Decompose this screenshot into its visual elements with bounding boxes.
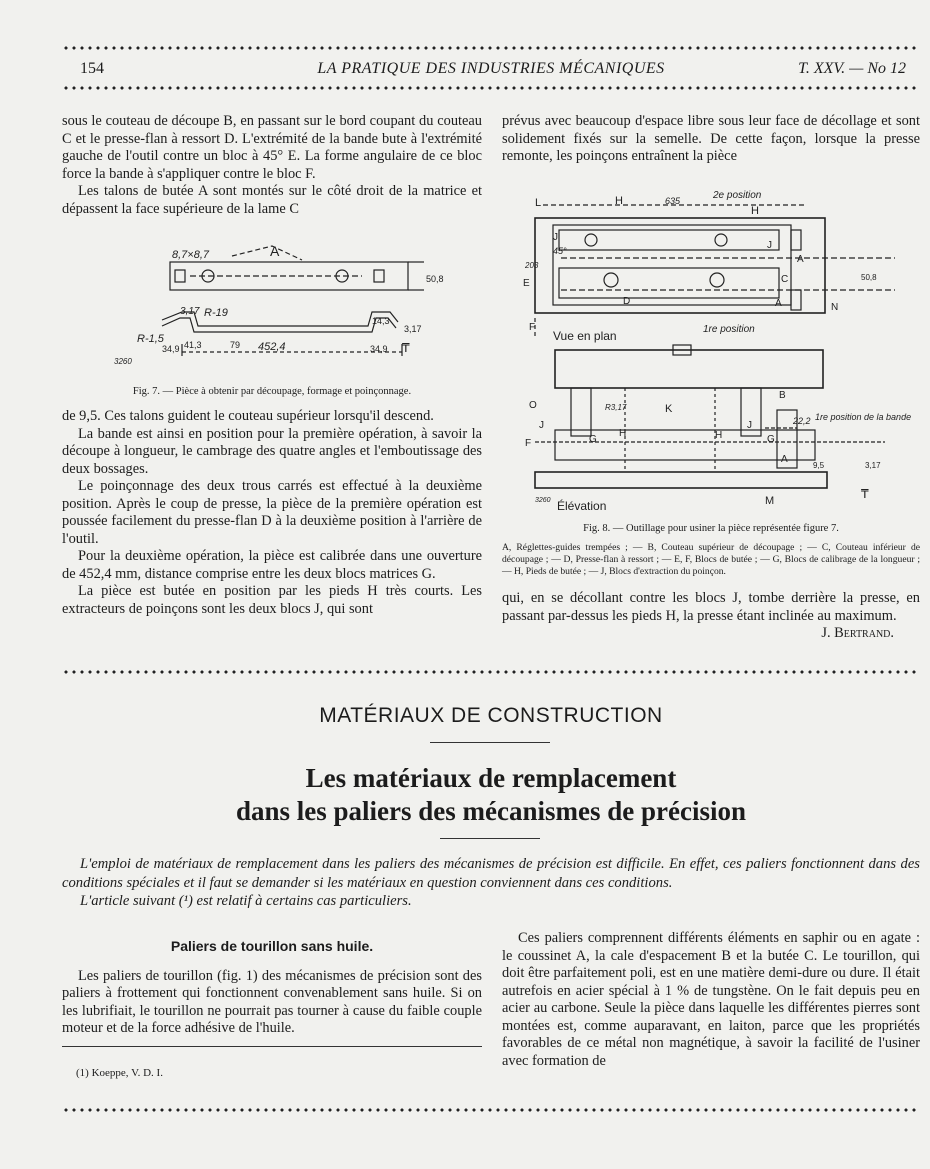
paragraph: Les paliers de tourillon (fig. 1) des mécanismes de précision sont des paliers à frottement qui fonctionnent convenablement sans huile. Si on les lubrifiait, le tourillon ne pourrait pas tourner à cause du faible couple moteur et de la force adhésive de l'huile. [62,967,482,1036]
fig8-label: A [797,254,804,265]
fig8-label: B [779,390,786,401]
volume-number: T. XXV. — No 12 [798,60,906,77]
dim-label: 8,7×8,7 [172,249,210,261]
article-title-line1: Les matériaux de remplacement [305,763,677,793]
article-subheading: Paliers de tourillon sans huile. [170,938,374,954]
intro-paragraph: L'article suivant (¹) est relatif à certains cas particuliers. [80,893,412,909]
dim-label: 3,17 [180,306,200,317]
fig8-label: J [767,240,772,251]
fig8-label: H [615,195,623,207]
intro-paragraph: L'emploi de matériaux de remplacement dans les paliers des mécanismes de précision est difficile. En effet, ces paliers fonctionnent dans des conditions spéciales et il faut se demander si les matériaux en question conviennent dans ces conditions. [62,856,920,891]
paragraph: La bande est ainsi en position pour la première opération, à savoir la découpe à longueur, le cambrage des quatre angles et l'emboutissage des deux bossages. [62,425,482,477]
figure-8-legend: A, Réglettes-guides trempées ; — B, Couteau supérieur de découpage ; — C, Couteau inférieur de découpage ; — D, Presse-flan à ressort ; — E, F, Blocs de butée ; — G, Blocs de calibrage de la longueur ; — H, Pieds de butée ; — J, Blocs d'extraction du poinçon. [502,541,920,577]
left-column-top [62,113,482,218]
dim-label: 79 [230,340,241,350]
short-rule [430,742,550,743]
fig8-label: A [775,298,782,309]
figure-7-drawing [62,240,482,375]
dim-label: 41,3 [184,340,202,350]
fig8-label: H [751,205,759,217]
figure-7-caption: Fig. 7. — Pièce à obtenir par découpage, formage et poinçonnage. [132,386,412,397]
drawing-number: 3260 [114,357,132,366]
fig8-label: H [619,428,627,439]
drawing-number: 3260 [535,497,551,504]
article-left-column [62,930,482,1082]
fig8-label: A [781,454,788,465]
mark: ₸ [861,487,869,501]
fig8-dim: 22,2 [793,416,811,426]
fig8-dim: 45° [553,246,567,256]
paragraph: Le poinçonnage des deux trous carrés est effectué à la deuxième position. Après le coup de presse, la pièce de la première opération est poussée facilement du presse-flan D à la deuxième position à l'arrière de l'outil. [62,478,482,547]
dim-label: 3,17 [404,324,422,334]
fig8-view-label: Vue en plan [553,329,617,343]
running-header [62,58,920,82]
figure-8 [515,180,920,520]
footnote: (1) Koeppe, V. D. I. [76,1066,163,1079]
paragraph: La pièce est butée en position par les pieds H très courts. Les extracteurs de poinçons sont les deux blocs J, qui sont [62,583,482,617]
paragraph: qui, en se décollant contre les blocs J, tombe derrière la presse, en passant par-dessus les pieds H, la presse étant inclinée au maximum. [502,590,920,624]
page-number: 154 [80,60,104,77]
fig8-label: J [539,420,544,431]
fig8-label: K [665,403,673,415]
article-right-column [502,930,920,1070]
dim-label: 34,9 [370,344,388,354]
fig8-label: 1re position [703,324,755,335]
figure-7 [62,240,482,395]
fig8-label: F [525,438,532,449]
header-rule-top [62,46,920,50]
dim-label: 452,4 [258,341,286,353]
dim-label: R-1,5 [137,333,164,345]
fig8-label: O [529,400,537,411]
header-rule-bottom [62,86,920,90]
figure-8-drawing [515,180,920,515]
fig8-label: F [529,322,536,333]
fig8-label: D [623,296,631,307]
fig8-label: N [831,302,839,313]
footer-rule [62,1108,920,1112]
fig8-label: 1re position de la bande [815,412,912,422]
fig8-label: H [715,430,723,441]
right-column-caption [502,520,920,578]
dim-label: R-19 [204,307,228,319]
right-column-bottom [502,590,920,643]
fig8-label: M [765,495,775,507]
journal-title: LA PRATIQUE DES INDUSTRIES MÉCANIQUES [317,60,665,77]
author-signature: J. Bertrand. [821,625,894,641]
paragraph: Ces paliers comprennent différents éléments en saphir ou en agate : le coussinet A, la cale d'espacement B et la butée C. Le tourillon, qui doit être parfaitement poli, est en une matière demi-dure ou dure. Il était autrefois en acier spécial à 1 % de tungstène. On le fait depuis peu en acier au carbone. Seule la pièce dans laquelle les différentes pierres sont montées est, comme auparavant, en laiton, parce que les propriétés favorables de ce métal non magnétique, à savoir la facilité de l'usiner avec formation de [502,930,920,1069]
section-separator-rule [62,670,920,674]
article-intro [62,855,920,911]
fig8-view-label: Élévation [557,499,607,513]
right-column-top [502,113,920,166]
paragraph: Pour la deuxième opération, la pièce est calibrée dans une ouverture de 452,4 mm, distance comprise entre les deux blocs matrices G. [62,548,482,582]
left-column-bottom [62,408,482,618]
article-title-line2: dans les paliers des mécanismes de précision [236,796,746,826]
dim-label: 50,8 [426,274,444,284]
dim-label: 34,9 [162,344,180,354]
mark: ₸ [402,341,410,355]
dim-label: 14,3 [372,316,390,326]
short-rule [440,838,540,839]
figure-8-caption: Fig. 8. — Outillage pour usiner la pièce représentée figure 7. [583,523,839,534]
fig8-dim: R3,17 [605,403,627,412]
fig8-label: G [589,434,597,445]
section-title: MATÉRIAUX DE CONSTRUCTION [319,704,663,727]
paragraph: sous le couteau de découpe B, en passant sur le bord coupant du couteau C et le presse-flan à ressort D. L'extrémité de la bande bute à l'extrémité gauche de l'outil contre un bloc à 45° E. La forme angulaire de ce bloc force la bande à s'appliquer contre le bloc F. [62,113,482,182]
fig8-dim: 3,17 [865,461,881,470]
fig8-dim: 50,8 [861,273,877,282]
fig8-label: E [523,278,530,289]
fig8-label: C [781,274,789,285]
fig8-label: G [767,434,775,445]
fig8-label: J [747,420,752,431]
paragraph: Les talons de butée A sont montés sur le côté droit de la matrice et dépassent la face supérieure de la lame C [62,183,482,217]
label-a: A [270,243,280,259]
fig8-dim: 203 [525,261,539,270]
fig8-label: 2e position [713,190,762,201]
footnote-rule [62,1046,482,1047]
paragraph: de 9,5. Ces talons guident le couteau supérieur lorsqu'il descend. [62,408,434,424]
fig8-dim: 9,5 [813,461,825,470]
fig8-dim: 635 [665,196,681,206]
fig8-label: J [553,232,558,243]
fig8-label: L [535,197,542,209]
paragraph: prévus avec beaucoup d'espace libre sous leur face de décollage et sont solidement fixés sur la semelle. De cette façon, lorsque la presse remonte, les poinçons entraînent la pièce [502,113,920,164]
